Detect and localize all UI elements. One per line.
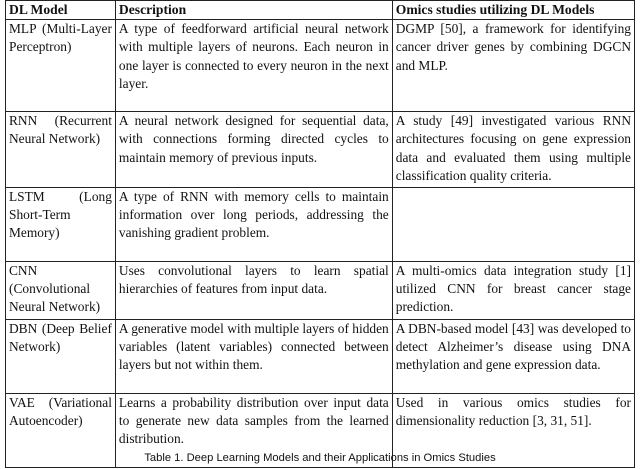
- table-row: [6, 20, 635, 112]
- models-table: [5, 0, 635, 468]
- description-cell: A type of RNN with memory cells to maintain information over long periods, addressing the vanishing gradient problem.: [115, 188, 392, 262]
- omics-cell: A study [49] investigated various RNN architectures focusing on gene expression data and evaluated them using multiple classification quality criteria.: [392, 112, 634, 188]
- header-dl-model: DL Model: [6, 1, 116, 20]
- model-cell: CNN (Convolutional Neural Network): [6, 262, 116, 320]
- description-cell: A neural network designed for sequential data, with connections forming directed cycles to maintain memory of previous inputs.: [115, 112, 392, 188]
- omics-cell: Used in various omics studies for dimensionality reduction [3, 31, 51].: [392, 393, 634, 467]
- table-caption: Table 1. Deep Learning Models and their Applications in Omics Studies: [144, 452, 496, 464]
- omics-cell: A DBN-based model [43] was developed to detect Alzheimer’s disease using DNA methylation and gene expression data.: [392, 319, 634, 393]
- model-cell: RNN (Recurrent Neural Network): [6, 112, 116, 188]
- model-cell: DBN (Deep Belief Network): [6, 319, 116, 393]
- omics-cell: DGMP [50], a framework for identifying cancer driver genes by combining DGCN and MLP.: [392, 20, 634, 112]
- table-row: [6, 319, 635, 393]
- header-description: Description: [115, 1, 392, 20]
- header-omics-studies: Omics studies utilizing DL Models: [392, 1, 634, 20]
- omics-cell: [392, 188, 634, 262]
- description-cell: A generative model with multiple layers of hidden variables (latent variables) connected between layers but not within them.: [115, 319, 392, 393]
- model-cell: VAE (Variational Autoencoder): [6, 393, 116, 467]
- description-cell: Learns a probability distribution over input data to generate new data samples from the learned distribution.: [115, 393, 392, 467]
- table-header-row: [6, 1, 635, 20]
- table-row: [6, 112, 635, 188]
- description-cell: A type of feedforward artificial neural network with multiple layers of neurons. Each neuron in one layer is connected to every neuron in the next layer.: [115, 20, 392, 112]
- table-row: [6, 262, 635, 320]
- table-row: [6, 188, 635, 262]
- omics-cell: A multi-omics data integration study [1] utilized CNN for breast cancer stage prediction.: [392, 262, 634, 320]
- description-cell: Uses convolutional layers to learn spatial hierarchies of features from input data.: [115, 262, 392, 320]
- model-cell: LSTM (Long Short-Term Memory): [6, 188, 116, 262]
- model-cell: MLP (Multi-Layer Perceptron): [6, 20, 116, 112]
